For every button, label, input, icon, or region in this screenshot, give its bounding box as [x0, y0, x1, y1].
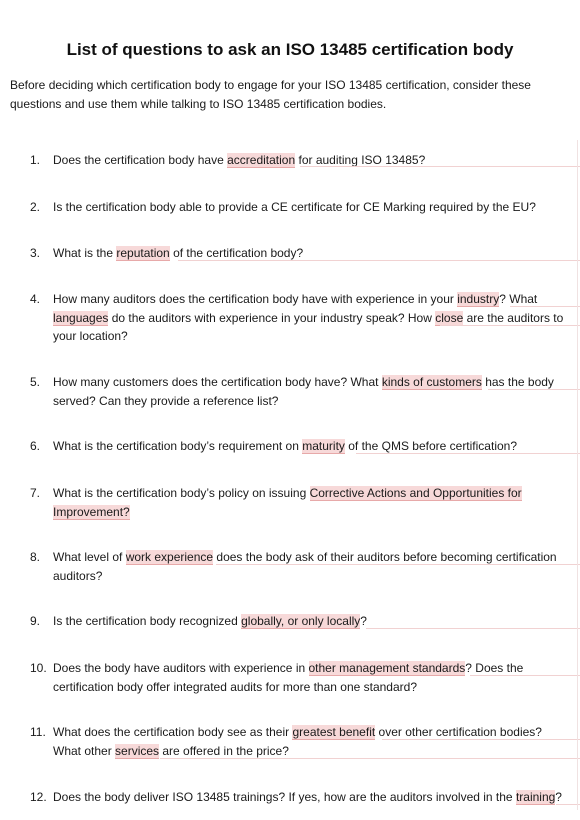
text-run: over other certification bodies? What other	[53, 725, 542, 758]
highlighted-phrase: services	[115, 743, 160, 758]
text-run: How many customers does the certification body have? What	[53, 375, 382, 389]
item-number: 11.	[30, 725, 46, 739]
item-number: 7.	[30, 486, 41, 500]
highlighted-phrase: kinds of customers	[381, 375, 482, 389]
text-run: of the certification body?	[169, 246, 304, 260]
item-text	[53, 659, 571, 696]
comment-line	[470, 675, 580, 676]
item-text	[53, 484, 571, 521]
text-run: What level of	[53, 550, 126, 564]
item-number: 4.	[30, 292, 41, 306]
text-run: for auditing ISO 13485?	[295, 153, 426, 167]
text-run: do the auditors with experience in your industry speak? How	[108, 310, 436, 325]
highlighted-phrase: globally, or only locally	[241, 614, 361, 628]
comment-line	[160, 758, 580, 759]
item-text	[53, 198, 571, 217]
item-number: 12.	[30, 790, 47, 804]
text-run: What is the certification body’s policy on issuing	[53, 486, 310, 500]
item-number: 2.	[30, 200, 41, 214]
intro-paragraph: Before deciding which certification body to engage for your ISO 13485 certification, consider these questions and use them while talking to ISO 13485 certification bodies.	[10, 78, 531, 111]
margin-line	[577, 140, 578, 810]
text-run: are the auditors to your location?	[53, 310, 564, 343]
item-text	[53, 373, 571, 410]
item-number: 3.	[30, 246, 41, 260]
text-run: has the body served? Can they provide a reference list?	[53, 375, 554, 408]
text-run: are offered in the price?	[159, 743, 289, 758]
comment-line	[382, 739, 580, 740]
text-run: Is the certification body able to provide a CE certificate for CE Marking required by the EU?	[53, 200, 536, 214]
item-text	[53, 548, 571, 585]
highlighted-phrase: industry	[457, 292, 500, 306]
text-run: ? What	[499, 292, 538, 306]
item-text	[53, 788, 571, 807]
highlighted-phrase: greatest benefit	[292, 725, 376, 739]
comment-line	[216, 564, 580, 565]
item-number: 10.	[30, 661, 47, 675]
text-run: What does the certification body see as their	[53, 725, 293, 739]
text-run: Does the certification body have	[53, 153, 228, 167]
text-run: ? Does the certification body offer integrated audits for more than one standard?	[53, 661, 524, 694]
item-text	[53, 290, 571, 346]
comment-line	[300, 166, 580, 167]
text-run: does the body ask of their auditors before becoming certification auditors?	[53, 550, 557, 583]
text-run: Does the body have auditors with experience in	[53, 661, 309, 675]
text-run: ?	[360, 614, 367, 628]
highlighted-phrase: reputation	[116, 246, 170, 260]
item-number: 5.	[30, 375, 41, 389]
highlighted-phrase: work experience	[125, 550, 214, 564]
text-run: of the QMS before certification?	[344, 439, 518, 453]
page-title: List of questions to ask an ISO 13485 certification body	[66, 40, 514, 59]
comment-line	[356, 453, 580, 454]
comment-line	[366, 628, 580, 629]
highlighted-phrase: Corrective Actions and Opportunities for Improvement?	[53, 486, 522, 519]
highlighted-phrase: training	[515, 790, 556, 804]
highlighted-phrase: accreditation	[227, 153, 296, 167]
comment-line	[510, 306, 580, 307]
highlighted-phrase: other management standards	[308, 661, 466, 675]
item-number: 1.	[30, 153, 41, 167]
text-run: What is the certification body’s requirement on	[53, 439, 303, 453]
item-number: 9.	[30, 614, 41, 628]
text-run: Does the body deliver ISO 13485 trainings? If yes, how are the auditors involved in the	[53, 790, 516, 804]
item-text	[53, 723, 571, 760]
text-run: ?	[555, 790, 562, 804]
text-run: Is the certification body recognized	[53, 614, 242, 628]
item-number: 6.	[30, 439, 41, 453]
highlighted-phrase: maturity	[302, 439, 345, 453]
text-run: What is the	[53, 246, 117, 260]
comment-line	[488, 389, 580, 390]
text-run: How many auditors does the certification body have with experience in your	[53, 292, 458, 306]
highlighted-phrase: close	[435, 310, 464, 325]
comment-line	[178, 260, 580, 261]
item-number: 8.	[30, 550, 41, 564]
comment-line	[440, 325, 580, 326]
highlighted-phrase: languages	[53, 310, 109, 325]
